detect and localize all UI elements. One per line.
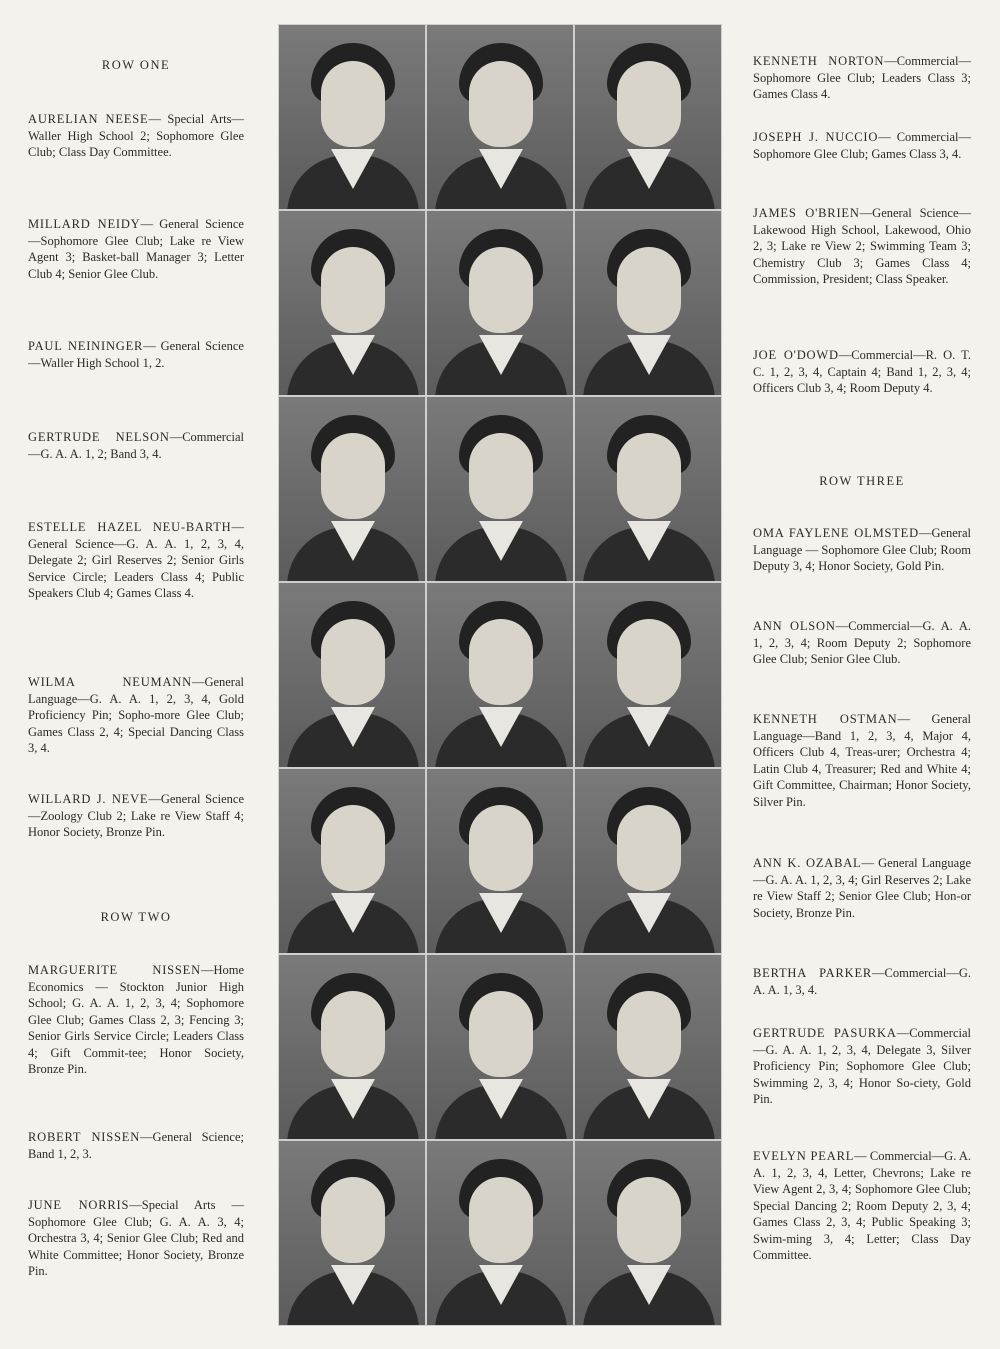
portrait-grid (278, 24, 722, 1326)
entry-olson (753, 618, 971, 668)
entry-odowd (753, 347, 971, 397)
portrait-photo (278, 210, 426, 396)
entry-text: — General Science—Waller High School 1, 2. (28, 339, 244, 370)
entry-text: —General Science—Lakewood High School, Lakewood, Ohio 2, 3; Lake re View 2; Swimming Team 3; Chemistry Club 3; Games Class 4; Commission, President; Class Speaker. (753, 206, 971, 286)
entry-name: OMA FAYLENE OLMSTED (753, 526, 919, 540)
entry-parker (753, 965, 971, 998)
entry-text: —Commercial—G. A. A. 1, 2, 3, 4; Room Deputy 2; Sophomore Glee Club; Senior Glee Club. (753, 619, 971, 666)
entry-r-nissen (28, 1129, 244, 1162)
entry-name: KENNETH NORTON (753, 54, 885, 68)
portrait-photo (574, 582, 722, 768)
entry-text: —Commercial—G. A. A. 1, 3, 4. (753, 966, 971, 997)
entry-text: —Commercial—G. A. A. 1, 2; Band 3, 4. (28, 430, 244, 461)
entry-name: JUNE NORRIS (28, 1198, 130, 1212)
entry-nelson (28, 429, 244, 462)
entry-text: —General Science; Band 1, 2, 3. (28, 1130, 244, 1161)
portrait-photo (278, 768, 426, 954)
entry-text: — General Language—G. A. A. 1, 2, 3, 4; Girl Reserves 2; Lake re View Staff 2; Senior Glee Club; Hon-or Society, Bronze Pin. (753, 856, 972, 920)
entry-text: —General Language — Sophomore Glee Club; Room Deputy 3, 4; Honor Society, Gold Pin. (753, 526, 971, 573)
entry-neininger (28, 338, 244, 371)
portrait-photo (426, 768, 574, 954)
entry-text: —Special Arts —Sophomore Glee Club; G. A. A. 3, 4; Orchestra 3, 4; Senior Glee Club; Red and White Committee; Honor Society, Bronze Pin. (28, 1198, 244, 1278)
entry-neve (28, 791, 244, 841)
portrait-photo (426, 1140, 574, 1326)
entry-ostman (753, 711, 971, 810)
entry-text: — General Science—Sophomore Glee Club; Lake re View Agent 3; Basket-ball Manager 3; Letter Club 4; Senior Glee Club. (28, 217, 244, 281)
entry-text: —Commercial—R. O. T. C. 1, 2, 3, 4, Captain 4; Band 1, 2, 3, 4; Officers Club 3, 4; Room Deputy 4. (753, 348, 972, 395)
portrait-photo (426, 210, 574, 396)
entry-name: ANN K. OZABAL (753, 856, 862, 870)
row-two-heading: ROW TWO (100, 910, 172, 924)
entry-name: WILLARD J. NEVE (28, 792, 149, 806)
entry-text: — Commercial—G. A. A. 1, 2, 3, 4, Letter, Chevrons; Lake re View Agent 2, 3, 4; Sophomore Glee Club; Special Dancing 2; Room Deputy 2, 3, 4; Games Class 2, 3, 4; Public Speaking 3; Swim-ming 3, 4; Letter; Class Day Committee. (753, 1149, 971, 1262)
entry-m-nissen (28, 962, 244, 1078)
entry-name: ESTELLE HAZEL NEU-BARTH (28, 520, 232, 534)
portrait-photo (426, 24, 574, 210)
portrait-photo (574, 396, 722, 582)
entry-text: —Commercial—G. A. A. 1, 2, 3, 4, Delegate 3, Silver Proficiency Pin; Sophomore Glee Club; Swimming 2, 3, 4; Honor So-ciety, Gold Pin. (753, 1026, 971, 1106)
entry-neubarth (28, 519, 244, 602)
entry-nuccio (753, 129, 971, 162)
entry-text: —General Science—Zoology Club 2; Lake re View Staff 4; Honor Society, Bronze Pin. (28, 792, 244, 839)
entry-text: — General Language—Band 1, 2, 3, 4, Major 4, Officers Club 4, Treas-urer; Orchestra 4; Latin Club 4, Treasurer; Red and White 4; Gift Committee, Chairman; Honor Society, Silver Pin. (753, 712, 971, 809)
entry-text: —General Language—G. A. A. 1, 2, 3, 4, Gold Proficiency Pin; Sopho-more Glee Club; Games Class 2, 4; Special Dancing Class 3, 4. (28, 675, 244, 755)
entry-name: JOSEPH J. NUCCIO (753, 130, 879, 144)
entry-text: —Home Economics — Stockton Junior High School; G. A. A. 1, 2, 3, 4; Sophomore Glee Club; Games Class 2, 3; Fencing 3; Senior Girls Service Circle; Leaders Class 4; Gift Commit-tee; Honor Society, Bronze Pin. (28, 963, 244, 1076)
portrait-photo (426, 396, 574, 582)
entry-name: AURELIAN NEESE (28, 112, 149, 126)
entry-ozabal (753, 855, 971, 921)
entry-name: GERTRUDE NELSON (28, 430, 170, 444)
portrait-photo (574, 24, 722, 210)
entry-name: MARGUERITE NISSEN (28, 963, 201, 977)
portrait-photo (278, 954, 426, 1140)
entry-name: GERTRUDE PASURKA (753, 1026, 897, 1040)
portrait-photo (574, 954, 722, 1140)
entry-norris (28, 1197, 244, 1280)
portrait-photo (278, 582, 426, 768)
entry-name: KENNETH OSTMAN (753, 712, 898, 726)
entry-text: —General Science—G. A. A. 1, 2, 3, 4, Delegate 2; Girl Reserves 2; Senior Girls Service Circle; Leaders Class 4; Public Speakers Club 4; Games Class 4. (28, 520, 244, 600)
row-one-heading: ROW ONE (101, 58, 171, 72)
portrait-photo (278, 396, 426, 582)
portrait-photo (426, 582, 574, 768)
portrait-photo (574, 1140, 722, 1326)
entry-text: — Commercial—Sophomore Glee Club; Games Class 3, 4. (753, 130, 971, 161)
entry-name: ANN OLSON (753, 619, 836, 633)
entry-olmsted (753, 525, 971, 575)
entry-norton (753, 53, 971, 103)
entry-name: JAMES O'BRIEN (753, 206, 860, 220)
entry-name: JOE O'DOWD (753, 348, 839, 362)
entry-name: MILLARD NEIDY (28, 217, 141, 231)
portrait-photo (574, 210, 722, 396)
row-three-heading: ROW THREE (819, 474, 905, 488)
entry-name: WILMA NEUMANN (28, 675, 192, 689)
entry-name: EVELYN PEARL (753, 1149, 855, 1163)
entry-name: ROBERT NISSEN (28, 1130, 141, 1144)
entry-pearl (753, 1148, 971, 1264)
portrait-photo (426, 954, 574, 1140)
entry-obrien (753, 205, 971, 288)
portrait-photo (278, 24, 426, 210)
entry-text: —Commercial—Sophomore Glee Club; Leaders Class 3; Games Class 4. (753, 54, 971, 101)
entry-name: BERTHA PARKER (753, 966, 873, 980)
entry-neese (28, 111, 244, 161)
entry-name: PAUL NEININGER (28, 339, 144, 353)
portrait-photo (574, 768, 722, 954)
entry-pasurka (753, 1025, 971, 1108)
entry-neidy (28, 216, 244, 282)
entry-neumann (28, 674, 244, 757)
portrait-photo (278, 1140, 426, 1326)
entry-text: — Special Arts—Waller High School 2; Sophomore Glee Club; Class Day Committee. (28, 112, 244, 159)
